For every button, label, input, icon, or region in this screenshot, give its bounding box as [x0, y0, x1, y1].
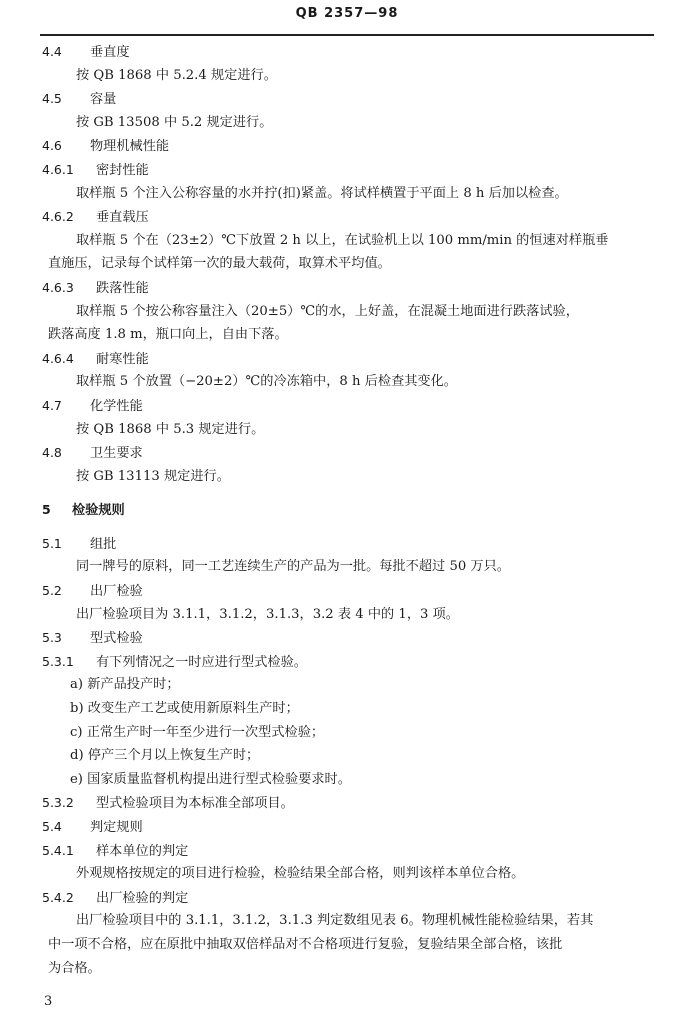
section-4-6-1-text: 取样瓶 5 个注入公称容量的水并拧(扣)紧盖。将试样横置于平面上 8 h 后加以检查。	[76, 185, 568, 201]
section-4-4-heading: 4.4 垂直度	[42, 44, 130, 60]
section-5-3-1-heading: 5.3.1 有下列情况之一时应进行型式检验。	[42, 653, 307, 670]
section-gap-2	[0, 522, 694, 532]
list-item-d: d) 停产三个月以上恢复生产时；	[70, 748, 260, 764]
section-4-7-text: 按 QB 1868 中 5.3 规定进行。	[76, 421, 265, 437]
section-4-6-2-text-line2: 直施压，记录每个试样第一次的最大载荷，取算术平均值。	[48, 256, 391, 272]
section-5-2-heading: 5.2 出厂检验	[42, 583, 143, 600]
section-4-5-text: 按 GB 13508 中 5.2 规定进行。	[76, 114, 273, 130]
section-4-6-3-text-line2: 跌落高度 1.8 m，瓶口向上，自由下落。	[48, 327, 288, 343]
section-5-heading: 5 检验规则	[42, 502, 125, 519]
section-5-4-2-heading: 5.4.2 出厂检验的判定	[42, 889, 189, 906]
section-5-4-heading: 5.4 判定规则	[42, 819, 143, 835]
section-5-4-1-text: 外观规格按规定的项目进行检验，检验结果全部合格，则判该样本单位合格。	[76, 866, 525, 882]
section-4-6-4-text: 取样瓶 5 个放置（−20±2）℃的冷冻箱中，8 h 后检查其变化。	[76, 374, 457, 390]
section-5-4-2-text-line2: 中一项不合格，应在原批中抽取双倍样品对不合格项进行复验，复验结果全部合格，该批	[48, 936, 563, 952]
section-4-6-3-heading: 4.6.3 跌落性能	[42, 279, 149, 296]
section-4-8-text: 按 GB 13113 规定进行。	[76, 468, 230, 484]
section-4-6-4-heading: 4.6.4 耐寒性能	[42, 350, 149, 367]
section-5-3-2-heading: 5.3.2 型式检验项目为本标准全部项目。	[42, 795, 294, 812]
page-number: 3	[44, 994, 53, 1009]
section-4-7-heading: 4.7 化学性能	[42, 397, 143, 414]
section-5-4-2-text-line3: 为合格。	[48, 960, 101, 976]
section-gap	[0, 488, 694, 498]
header-rule	[40, 34, 654, 36]
document-body	[0, 40, 694, 980]
section-4-5-heading: 4.5 容量	[42, 91, 117, 108]
section-4-4-text: 按 QB 1868 中 5.2.4 规定进行。	[76, 67, 277, 83]
section-5-4-2-text-line1: 出厂检验项目中的 3.1.1，3.1.2，3.1.3 判定数组见表 6。物理机械性能检验结果，若其	[76, 913, 594, 929]
section-4-6-1-heading: 4.6.1 密封性能	[42, 161, 149, 178]
section-4-6-2-heading: 4.6.2 垂直载压	[42, 209, 149, 226]
section-5-1-text: 同一牌号的原料，同一工艺连续生产的产品为一批。每批不超过 50 万只。	[76, 559, 510, 575]
section-5-4-1-heading: 5.4.1 样本单位的判定	[42, 842, 189, 859]
section-5-3-heading: 5.3 型式检验	[42, 630, 143, 647]
list-item-c: c) 正常生产时一年至少进行一次型式检验；	[70, 724, 325, 740]
list-item-a: a) 新产品投产时；	[70, 677, 180, 693]
section-4-6-3-text-line1: 取样瓶 5 个按公称容量注入（20±5）℃的水，上好盖，在混凝土地面进行跌落试验，	[76, 303, 579, 319]
standard-code-header: QB 2357—98	[295, 6, 399, 21]
section-5-2-text: 出厂检验项目为 3.1.1，3.1.2，3.1.3，3.2 表 4 中的 1，3 项。	[76, 606, 459, 622]
section-4-6-heading: 4.6 物理机械性能	[42, 138, 170, 155]
section-4-6-2-text-line1: 取样瓶 5 个在（23±2）℃下放置 2 h 以上，在试验机上以 100 mm/min 的恒速对样瓶垂	[76, 232, 609, 248]
section-4-8-heading: 4.8 卫生要求	[42, 445, 143, 462]
section-5-1-heading: 5.1 组批	[42, 535, 117, 552]
list-item-b: b) 改变生产工艺或使用新原料生产时；	[70, 701, 299, 717]
list-item-e: e) 国家质量监督机构提出进行型式检验要求时。	[70, 771, 351, 787]
